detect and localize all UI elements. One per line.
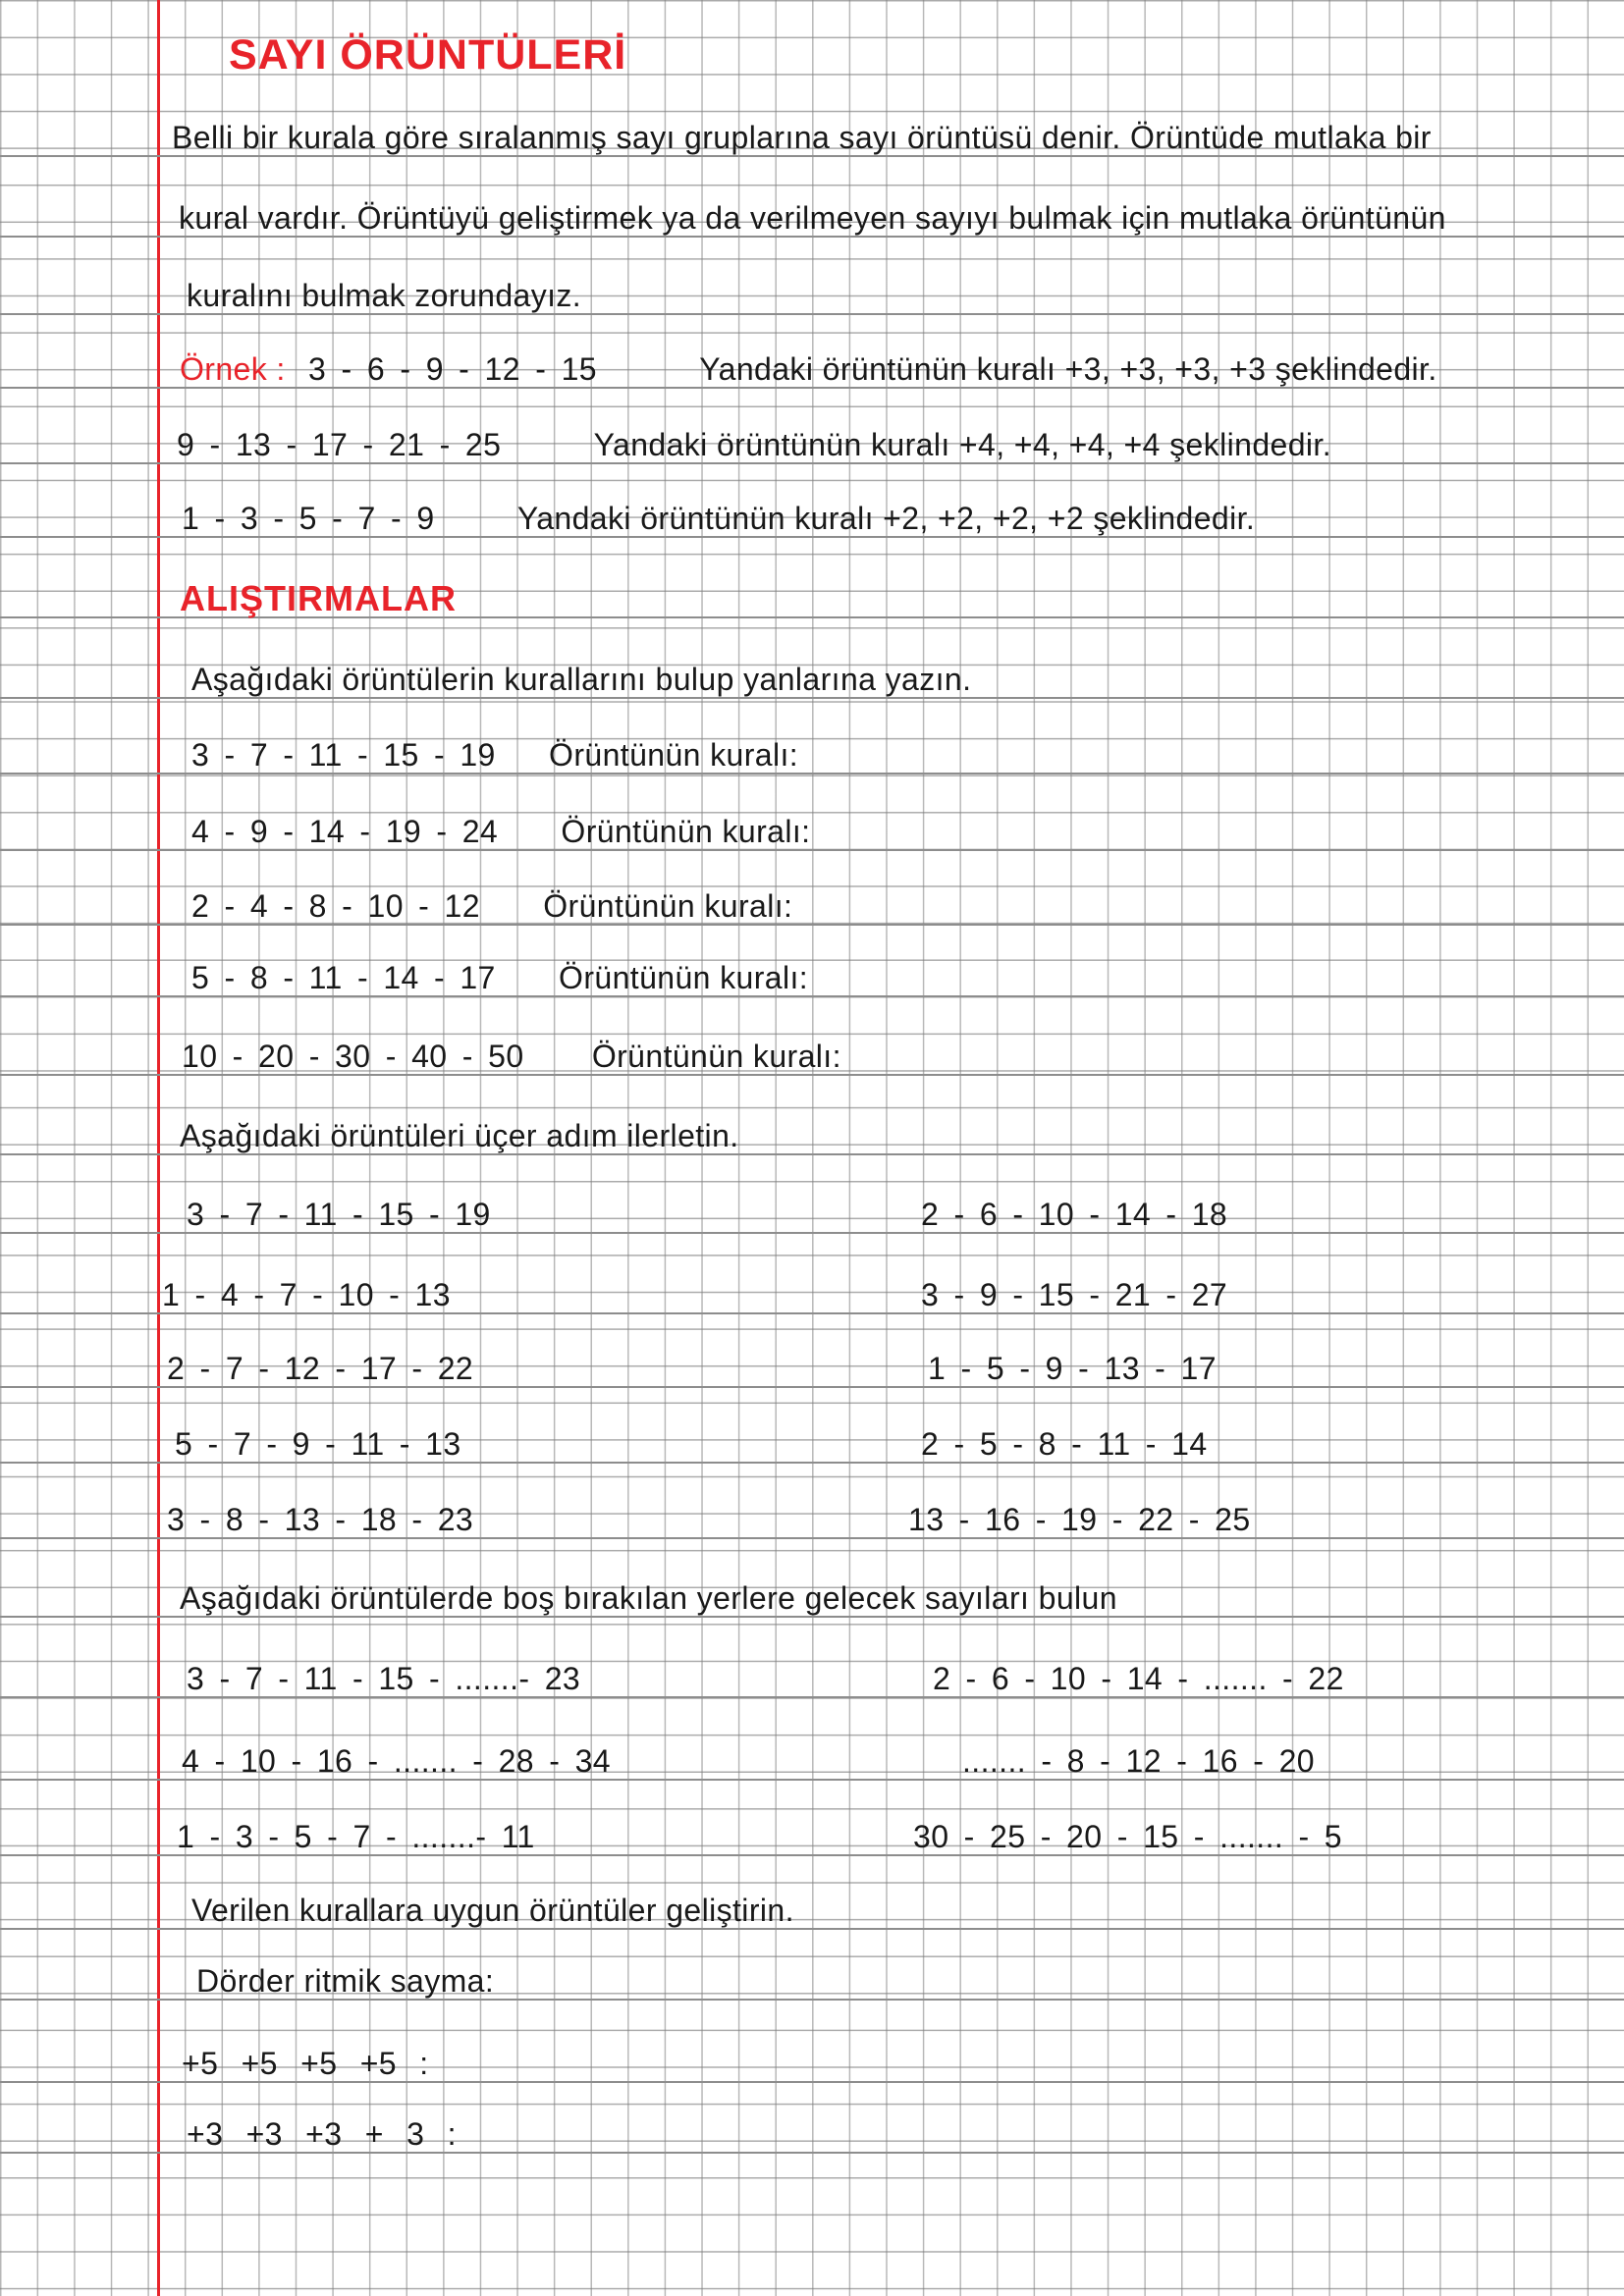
pattern-left: 1 - 4 - 7 - 10 - 13 bbox=[162, 1277, 451, 1312]
extend-row bbox=[0, 1275, 1624, 1314]
pattern-right: 2 - 5 - 8 - 11 - 14 bbox=[921, 1426, 1208, 1462]
intro-text: Belli bir kurala göre sıralanmış sayı gruplarına sayı örüntüsü denir. Örüntüde mutlaka bir bbox=[172, 120, 1432, 155]
task-fill-blanks-instruction: Aşağıdaki örüntülerde boş bırakılan yerlere gelecek sayıları bulun bbox=[0, 1578, 1624, 1618]
pattern-sequence: 10 - 20 - 30 - 40 - 50 bbox=[182, 1039, 524, 1074]
example-sequence: 3 - 6 - 9 - 12 - 15 bbox=[308, 351, 597, 387]
pattern-left: 3 - 7 - 11 - 15 - .......- 23 bbox=[187, 1661, 581, 1696]
pattern-right: 30 - 25 - 20 - 15 - ....... - 5 bbox=[913, 1819, 1342, 1854]
exercises-heading-row bbox=[0, 579, 1624, 618]
example-row bbox=[0, 349, 1624, 389]
intro-text: kural vardır. Örüntüyü geliştirmek ya da verilmeyen sayıyı bulmak için mutlaka örüntünün bbox=[179, 200, 1446, 236]
pattern-right: 13 - 16 - 19 - 22 - 25 bbox=[908, 1502, 1251, 1537]
example-sequence: 1 - 3 - 5 - 7 - 9 bbox=[182, 501, 435, 536]
find-rule-row bbox=[0, 735, 1624, 774]
pattern-sequence: 2 - 4 - 8 - 10 - 12 bbox=[191, 888, 480, 924]
pattern-left: 4 - 10 - 16 - ....... - 28 - 34 bbox=[182, 1743, 611, 1779]
build-prompt: Dörder ritmik sayma: bbox=[0, 1961, 1624, 2001]
example-label: Örnek : bbox=[180, 351, 286, 387]
fill-blanks-row bbox=[0, 1741, 1624, 1781]
pattern-left: 3 - 8 - 13 - 18 - 23 bbox=[167, 1502, 474, 1537]
task-build-instruction: Verilen kurallara uygun örüntüler geliştirin. bbox=[0, 1891, 1624, 1930]
fill-blanks-row bbox=[0, 1817, 1624, 1856]
task-extend-instruction: Aşağıdaki örüntüleri üçer adım ilerletin. bbox=[0, 1116, 1624, 1155]
pattern-sequence: 4 - 9 - 14 - 19 - 24 bbox=[191, 814, 499, 849]
pattern-right: 3 - 9 - 15 - 21 - 27 bbox=[921, 1277, 1228, 1312]
fill-blanks-row bbox=[0, 1659, 1624, 1698]
find-rule-row bbox=[0, 812, 1624, 851]
pattern-sequence: 3 - 7 - 11 - 15 - 19 bbox=[191, 737, 496, 773]
example-rule-text: Yandaki örüntünün kuralı +3, +3, +3, +3 şeklindedir. bbox=[699, 351, 1437, 387]
pattern-left: 2 - 7 - 12 - 17 - 22 bbox=[167, 1351, 474, 1386]
build-prompt: +3 +3 +3 + 3 : bbox=[0, 2114, 1624, 2154]
example-rule-text: Yandaki örüntünün kuralı +4, +4, +4, +4 şeklindedir. bbox=[593, 427, 1332, 462]
extend-row bbox=[0, 1349, 1624, 1388]
rule-label: Örüntünün kuralı: bbox=[591, 1039, 841, 1074]
pattern-right: ....... - 8 - 12 - 16 - 20 bbox=[962, 1743, 1315, 1779]
build-prompt: +5 +5 +5 +5 : bbox=[0, 2044, 1624, 2083]
find-rule-row bbox=[0, 1037, 1624, 1076]
example-sequence: 9 - 13 - 17 - 21 - 25 bbox=[177, 427, 502, 462]
intro-line bbox=[0, 276, 1624, 315]
rule-label: Örüntünün kuralı: bbox=[559, 960, 809, 995]
find-rule-row bbox=[0, 886, 1624, 926]
intro-line bbox=[0, 198, 1624, 238]
example-rule-text: Yandaki örüntünün kuralı +2, +2, +2, +2 şeklindedir. bbox=[516, 501, 1256, 536]
example-row bbox=[0, 499, 1624, 538]
extend-row bbox=[0, 1500, 1624, 1539]
rule-label: Örüntünün kuralı: bbox=[549, 737, 799, 773]
intro-text: kuralını bulmak zorundayız. bbox=[187, 278, 582, 313]
extend-row bbox=[0, 1424, 1624, 1464]
intro-line bbox=[0, 118, 1624, 157]
rule-label: Örüntünün kuralı: bbox=[561, 814, 811, 849]
pattern-right: 1 - 5 - 9 - 13 - 17 bbox=[928, 1351, 1217, 1386]
find-rule-row bbox=[0, 958, 1624, 997]
task-find-rule-instruction: Aşağıdaki örüntülerin kurallarını bulup yanlarına yazın. bbox=[0, 660, 1624, 699]
exercises-heading: ALIŞTIRMALAR bbox=[180, 578, 457, 618]
extend-row bbox=[0, 1195, 1624, 1234]
pattern-left: 1 - 3 - 5 - 7 - .......- 11 bbox=[177, 1819, 535, 1854]
page-title: SAYI ÖRÜNTÜLERİ bbox=[229, 31, 627, 79]
pattern-right: 2 - 6 - 10 - 14 - ....... - 22 bbox=[933, 1661, 1344, 1696]
example-row bbox=[0, 425, 1624, 464]
rule-label: Örüntünün kuralı: bbox=[543, 888, 793, 924]
pattern-left: 5 - 7 - 9 - 11 - 13 bbox=[175, 1426, 461, 1462]
pattern-sequence: 5 - 8 - 11 - 14 - 17 bbox=[191, 960, 496, 995]
pattern-left: 3 - 7 - 11 - 15 - 19 bbox=[187, 1197, 491, 1232]
pattern-right: 2 - 6 - 10 - 14 - 18 bbox=[921, 1197, 1228, 1232]
